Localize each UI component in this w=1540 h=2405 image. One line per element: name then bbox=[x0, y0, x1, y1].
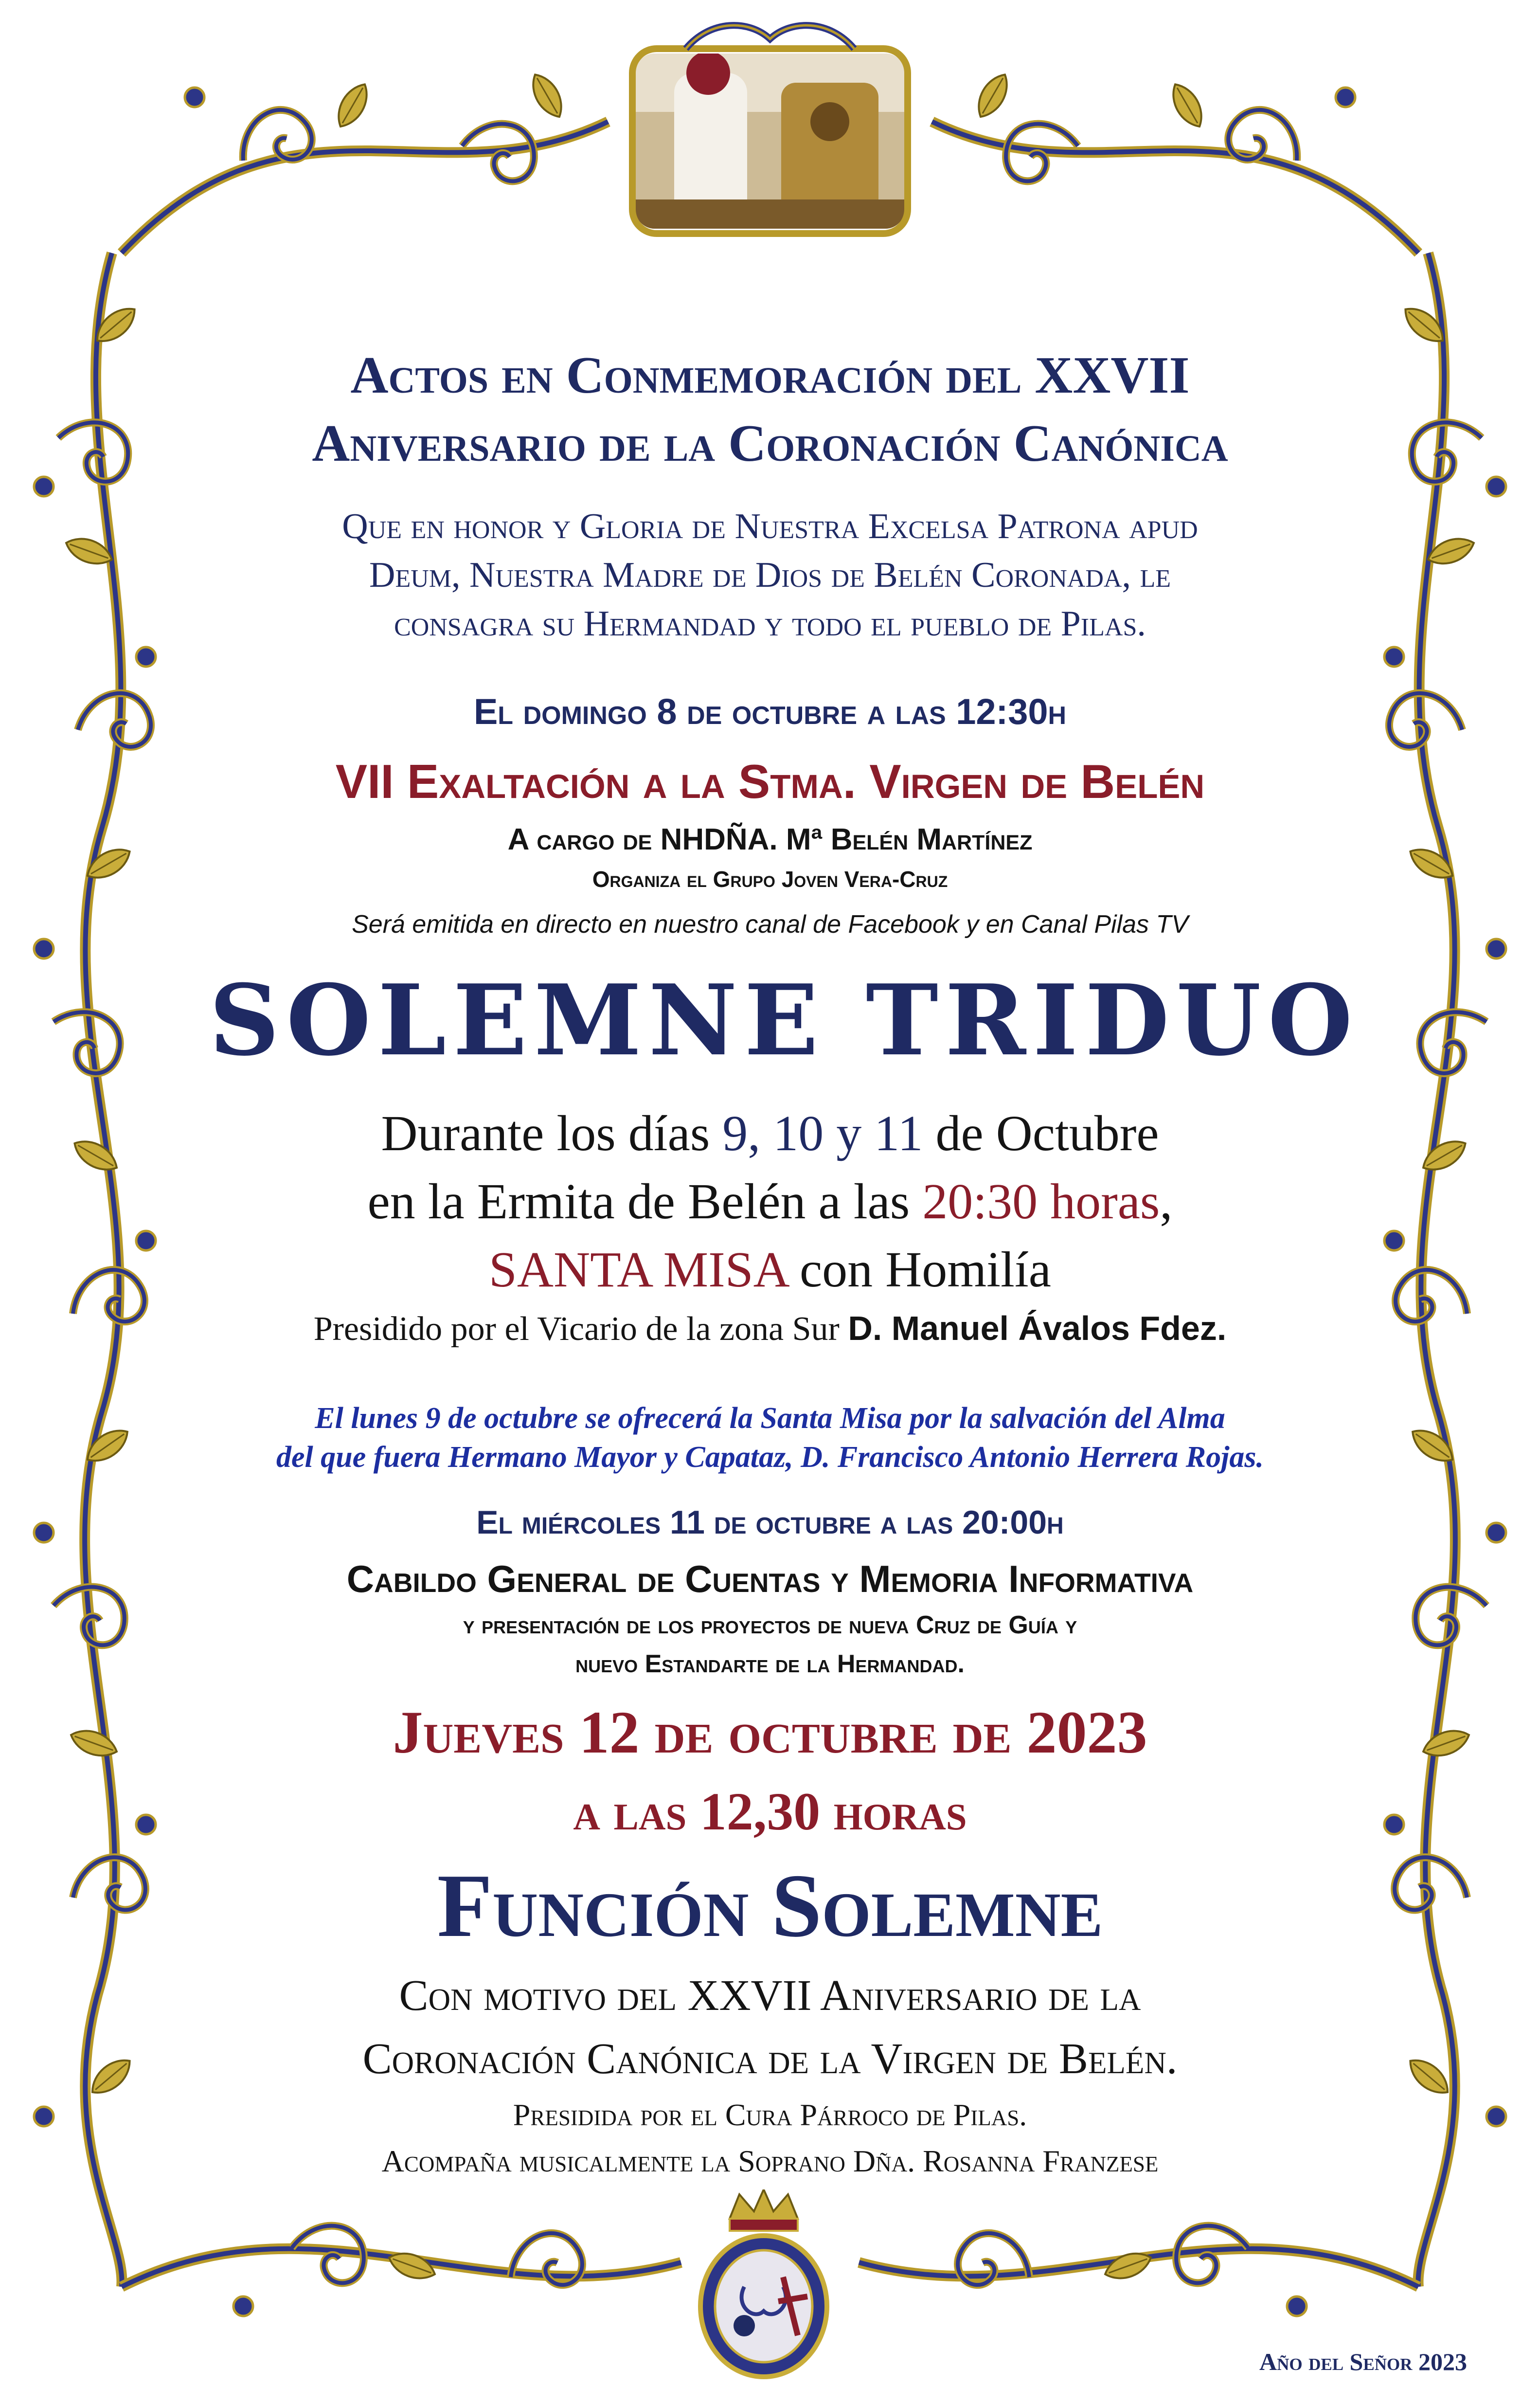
funcion-time: a las 12,30 horas bbox=[573, 1782, 967, 1841]
cabildo-title: Cabildo General de Cuentas y Memoria Informativa bbox=[346, 1557, 1194, 1600]
brotherhood-crest bbox=[691, 2189, 837, 2379]
footer-year: Año del Señor 2023 bbox=[1259, 2348, 1467, 2375]
triduo-line-4: Presidido por el Vicario de la zona Sur D. Manuel Ávalos Fdez. bbox=[313, 1309, 1227, 1348]
funcion-line-3: Presidida por el Cura Párroco de Pilas. bbox=[513, 2098, 1027, 2132]
photo-ornamental-frame bbox=[613, 19, 927, 243]
dedication-line-1: Que en honor y Gloria de Nuestra Excelsa Patrona apud bbox=[342, 506, 1198, 546]
exaltacion-speaker: A cargo de NHDÑA. Mª Belén Martínez bbox=[507, 823, 1033, 856]
page-title-line-2: Aniversario de la Coronación Canónica bbox=[312, 415, 1228, 472]
funcion-line-2: Coronación Canónica de la Virgen de Belén. bbox=[362, 2035, 1178, 2083]
triduo-line-3: SANTA MISA con Homilía bbox=[489, 1242, 1051, 1298]
triduo-line-2: en la Ermita de Belén a las 20:30 horas, bbox=[367, 1174, 1173, 1230]
exaltacion-date: El domingo 8 de octubre a las 12:30h bbox=[473, 691, 1067, 732]
exaltacion-broadcast: Será emitida en directo en nuestro canal de Facebook y en Canal Pilas TV bbox=[352, 910, 1188, 939]
page-title-line-1: Actos en Conmemoración del XXVII bbox=[350, 346, 1190, 404]
exaltacion-organizer: Organiza el Grupo Joven Vera-Cruz bbox=[592, 867, 948, 892]
funcion-date: Jueves 12 de octubre de 2023 bbox=[393, 1699, 1147, 1766]
triduo-title: SOLEMNE TRIDUO bbox=[209, 963, 1360, 1078]
dedication-line-3: consagra su Hermandad y todo el pueblo de Pilas. bbox=[394, 604, 1146, 644]
cabildo-date: El miércoles 11 de octubre a las 20:00h bbox=[476, 1504, 1064, 1541]
memorial-notice-line-1: El lunes 9 de octubre se ofrecerá la Santa Misa por la salvación del Alma bbox=[315, 1402, 1225, 1435]
triduo-line-1: Durante los días 9, 10 y 11 de Octubre bbox=[381, 1105, 1159, 1161]
funcion-line-1: Con motivo del XXVII Aniversario de la bbox=[399, 1971, 1141, 2020]
memorial-notice-line-2: del que fuera Hermano Mayor y Capataz, D. Francisco Antonio Herrera Rojas. bbox=[276, 1441, 1264, 1474]
exaltacion-title: VII Exaltación a la Stma. Virgen de Belén bbox=[335, 755, 1205, 808]
dedication-line-2: Deum, Nuestra Madre de Dios de Belén Coronada, le bbox=[369, 555, 1171, 595]
funcion-line-4: Acompaña musicalmente la Soprano Dña. Rosanna Franzese bbox=[381, 2144, 1159, 2178]
funcion-title: Función Solemne bbox=[437, 1856, 1103, 1956]
cabildo-line-1: y presentación de los proyectos de nueva Cruz de Guía y bbox=[463, 1611, 1077, 1639]
cabildo-line-2: nuevo Estandarte de la Hermandad. bbox=[575, 1650, 965, 1678]
